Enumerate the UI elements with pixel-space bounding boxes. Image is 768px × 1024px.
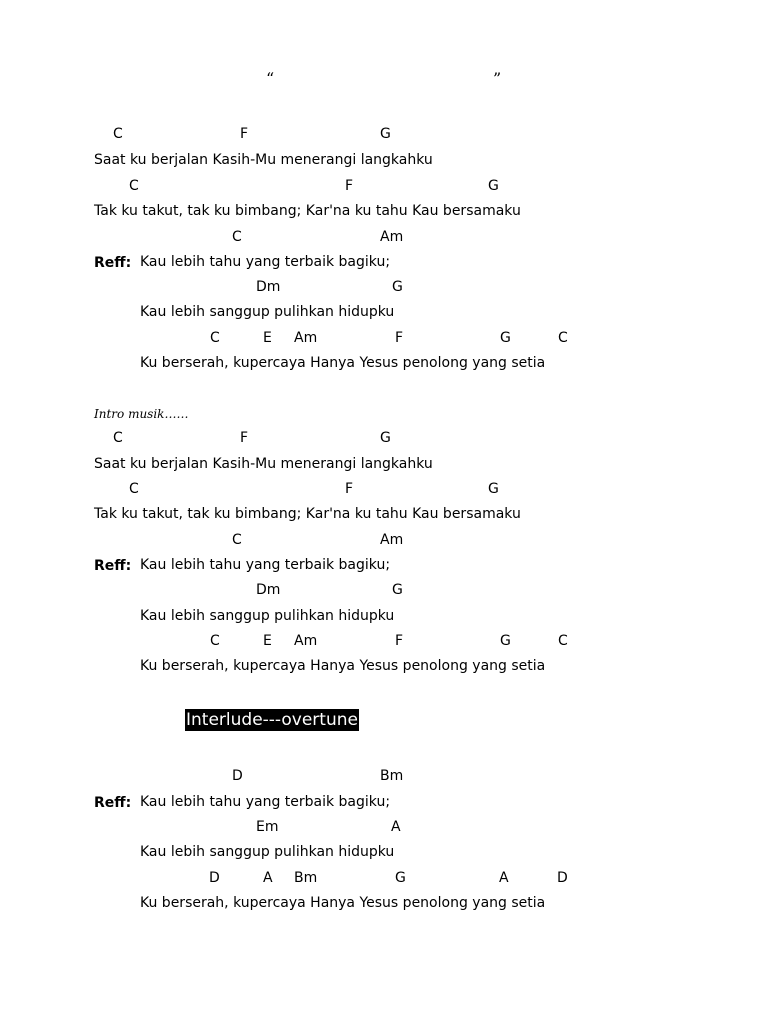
chord: C <box>210 633 220 649</box>
chord: C <box>129 178 139 194</box>
chord: Am <box>380 229 404 245</box>
chord: A <box>391 819 401 835</box>
chord: F <box>395 633 404 649</box>
chord: F <box>240 126 249 142</box>
reff-label: Reff: <box>94 255 132 271</box>
chord: C <box>232 532 242 548</box>
title-close-quote: ” <box>493 69 502 88</box>
chord: C <box>232 229 242 245</box>
chord: C <box>129 481 139 497</box>
reff-label: Reff: <box>94 795 132 811</box>
lyric-line: Kau lebih sanggup pulihkan hidupku <box>140 844 395 860</box>
chord: E <box>263 330 272 346</box>
chord: Em <box>256 819 279 835</box>
lyric-line: Ku berserah, kupercaya Hanya Yesus penolong yang setia <box>140 355 546 371</box>
chord: G <box>392 582 403 598</box>
chord: C <box>558 330 568 346</box>
lyric-line: Ku berserah, kupercaya Hanya Yesus penolong yang setia <box>140 895 546 911</box>
chord: F <box>240 430 249 446</box>
lyric-line: Kau lebih sanggup pulihkan hidupku <box>140 304 395 320</box>
chord: F <box>345 178 354 194</box>
chord: Bm <box>294 870 318 886</box>
chord: D <box>232 768 243 784</box>
chord: Dm <box>256 582 281 598</box>
chord: Am <box>294 330 318 346</box>
lyric-line: Saat ku berjalan Kasih-Mu menerangi langkahku <box>94 152 433 168</box>
lyric-line: Kau lebih tahu yang terbaik bagiku; <box>140 557 391 573</box>
chord: C <box>210 330 220 346</box>
chord: C <box>558 633 568 649</box>
chord: Dm <box>256 279 281 295</box>
chord: Am <box>294 633 318 649</box>
chord: G <box>380 126 391 142</box>
lyric-line: Ku berserah, kupercaya Hanya Yesus penolong yang setia <box>140 658 546 674</box>
chord: G <box>500 633 511 649</box>
chord: D <box>209 870 220 886</box>
intro-label: Intro musik…… <box>94 407 189 421</box>
chord: C <box>113 126 123 142</box>
reff-label: Reff: <box>94 558 132 574</box>
chord: D <box>557 870 568 886</box>
lyric-line: Kau lebih tahu yang terbaik bagiku; <box>140 794 391 810</box>
chord: Bm <box>380 768 404 784</box>
chord: G <box>488 481 499 497</box>
chord: Am <box>380 532 404 548</box>
chord: F <box>345 481 354 497</box>
chord: E <box>263 633 272 649</box>
chord: A <box>499 870 509 886</box>
interlude-label: Interlude---overtune <box>186 710 358 730</box>
chord: A <box>263 870 273 886</box>
chord: G <box>395 870 406 886</box>
chord: F <box>395 330 404 346</box>
chord: G <box>380 430 391 446</box>
lyric-line: Kau lebih tahu yang terbaik bagiku; <box>140 254 391 270</box>
title-open-quote: “ <box>266 69 275 88</box>
lyric-line: Tak ku takut, tak ku bimbang; Kar'na ku tahu Kau bersamaku <box>94 506 521 522</box>
lyric-line: Kau lebih sanggup pulihkan hidupku <box>140 608 395 624</box>
chord: G <box>500 330 511 346</box>
chord: G <box>488 178 499 194</box>
lyric-line: Tak ku takut, tak ku bimbang; Kar'na ku tahu Kau bersamaku <box>94 203 521 219</box>
chord: G <box>392 279 403 295</box>
lyric-line: Saat ku berjalan Kasih-Mu menerangi langkahku <box>94 456 433 472</box>
chord: C <box>113 430 123 446</box>
